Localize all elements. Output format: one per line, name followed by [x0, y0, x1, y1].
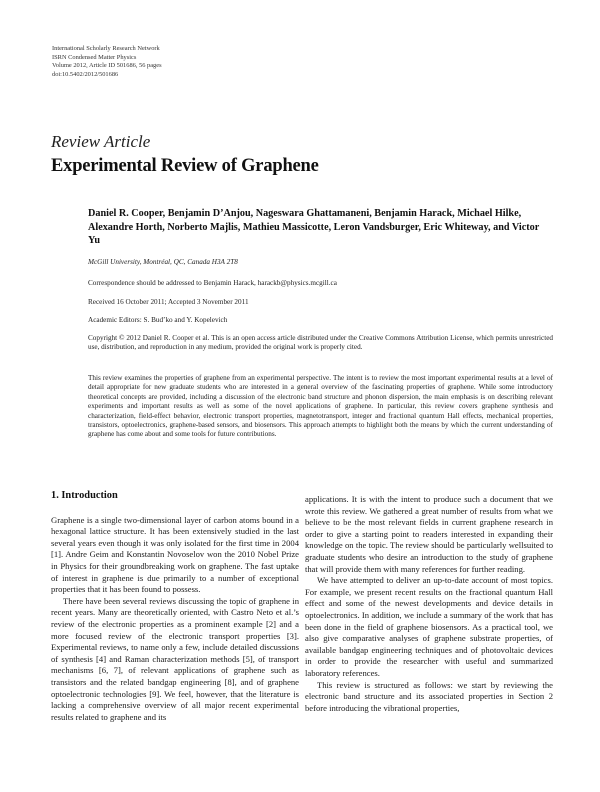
- affiliation: McGill University, Montréal, QC, Canada H3A 2T8: [88, 258, 238, 266]
- section-heading: 1. Introduction: [51, 490, 118, 501]
- paragraph: This review is structured as follows: we start by reviewing the electronic band structure and its associated properties in Section 2 before introducing the vibrational properties,: [305, 679, 553, 713]
- abstract: This review examines the properties of graphene from an experimental perspective. The intent is to review the most important experimental results at a level of detail appropriate for new graduate students who are interested in a general overview of the fascinating properties of graphene. While some introductory theoretical concepts are provided, including a discussion of the electronic band structure and phonon dispersion, the main emphasis is on describing relevant experiments and important results as well as some of the novel applications of graphene. In particular, this review covers graphene synthesis and characterization, field-effect behavior, electronic transport properties, magnetotransport, integer and fractional quantum Hall effects, mechanical properties, transistors, optoelectronics, graphene-based sensors, and biosensors. This approach attempts to highlight both the means by which the current understanding of graphene has come about and some tools for future contributions.: [88, 374, 553, 439]
- journal-header: [52, 45, 162, 79]
- received-dates: Received 16 October 2011; Accepted 3 November 2011: [88, 298, 249, 306]
- article-type: Review Article: [51, 132, 151, 151]
- paper-title: Experimental Review of Graphene: [51, 156, 319, 176]
- journal-doi: doi:10.5402/2012/501686: [52, 70, 119, 78]
- correspondence: Correspondence should be addressed to Benjamin Harack, harackb@physics.mcgill.ca: [88, 279, 337, 287]
- left-column: [51, 490, 299, 723]
- journal-network-name: International Scholarly Research Network: [52, 45, 160, 52]
- journal-title: ISRN Condensed Matter Physics: [52, 53, 137, 61]
- journal-volume: Volume 2012, Article ID 501686, 56 pages: [52, 62, 162, 70]
- paragraph: applications. It is with the intent to produce such a document that we wrote this review. We gathered a great number of results from what we believe to be the most relevant fields in current graphene research in order to give a starting point to readers interested in expanding their knowledge on the topic. The review should be particularly wellsuited to graduate students who desire an introduction to the study of graphene that will provide them with many references for further reading.: [305, 494, 553, 574]
- academic-editors: Academic Editors: S. Bud’ko and Y. Kopelevich: [88, 316, 228, 324]
- copyright-notice: Copyright © 2012 Daniel R. Cooper et al. This is an open access article distributed under the Creative Commons Attribution License, which permits unrestricted use, distribution, and reproduction in any medium, provided the original work is properly cited.: [88, 334, 553, 352]
- author-list: Daniel R. Cooper, Benjamin D’Anjou, Nageswara Ghattamaneni, Benjamin Harack, Michael Hilke, Alexandre Horth, Norberto Majlis, Mathieu Massicotte, Leron Vandsburger, Eric Whiteway, and Victor Yu: [88, 208, 540, 247]
- paragraph: Graphene is a single two-dimensional layer of carbon atoms bound in a hexagonal lattice structure. It has been extensively studied in the last several years even though it was only isolated for the first time in 2004 [1]. Andre Geim and Konstantin Novoselov won the 2010 Nobel Prize in Physics for their groundbreaking work on graphene. The fast uptake of interest in graphene is due primarily to a number of exceptional properties that it has been found to possess.: [51, 514, 299, 595]
- paragraph: There have been several reviews discussing the topic of graphene in recent years. Many are theoretically oriented, with Castro Neto et al.’s review of the electronic properties as a prominent example [2] and a more focused review of the electronic transport properties [3]. Experimental reviews, to name only a few, include detailed discussions of synthesis [4] and Raman characterization methods [5], of transport mechanisms [6, 7], of relevant applications of graphene such as transistors and the related bandgap engineering [8], and of graphene optoelectronic technologies [9]. We feel, however, that the literature is lacking a comprehensive overview of all major recent experimental results related to graphene and its: [51, 595, 299, 722]
- right-column: [305, 494, 553, 714]
- paragraph: We have attempted to deliver an up-to-date account of most topics. For example, we present recent results on the fractional quantum Hall effect and some of the newest developments and device details in optoelectronics. In addition, we include a summary of the work that has been done in the field of graphene biosensors. As a practical tool, we also give comparative analyses of graphene substrate properties, of available bandgap engineering techniques and of photovoltaic devices in order to provide the researcher with useful and summarized laboratory references.: [305, 575, 553, 678]
